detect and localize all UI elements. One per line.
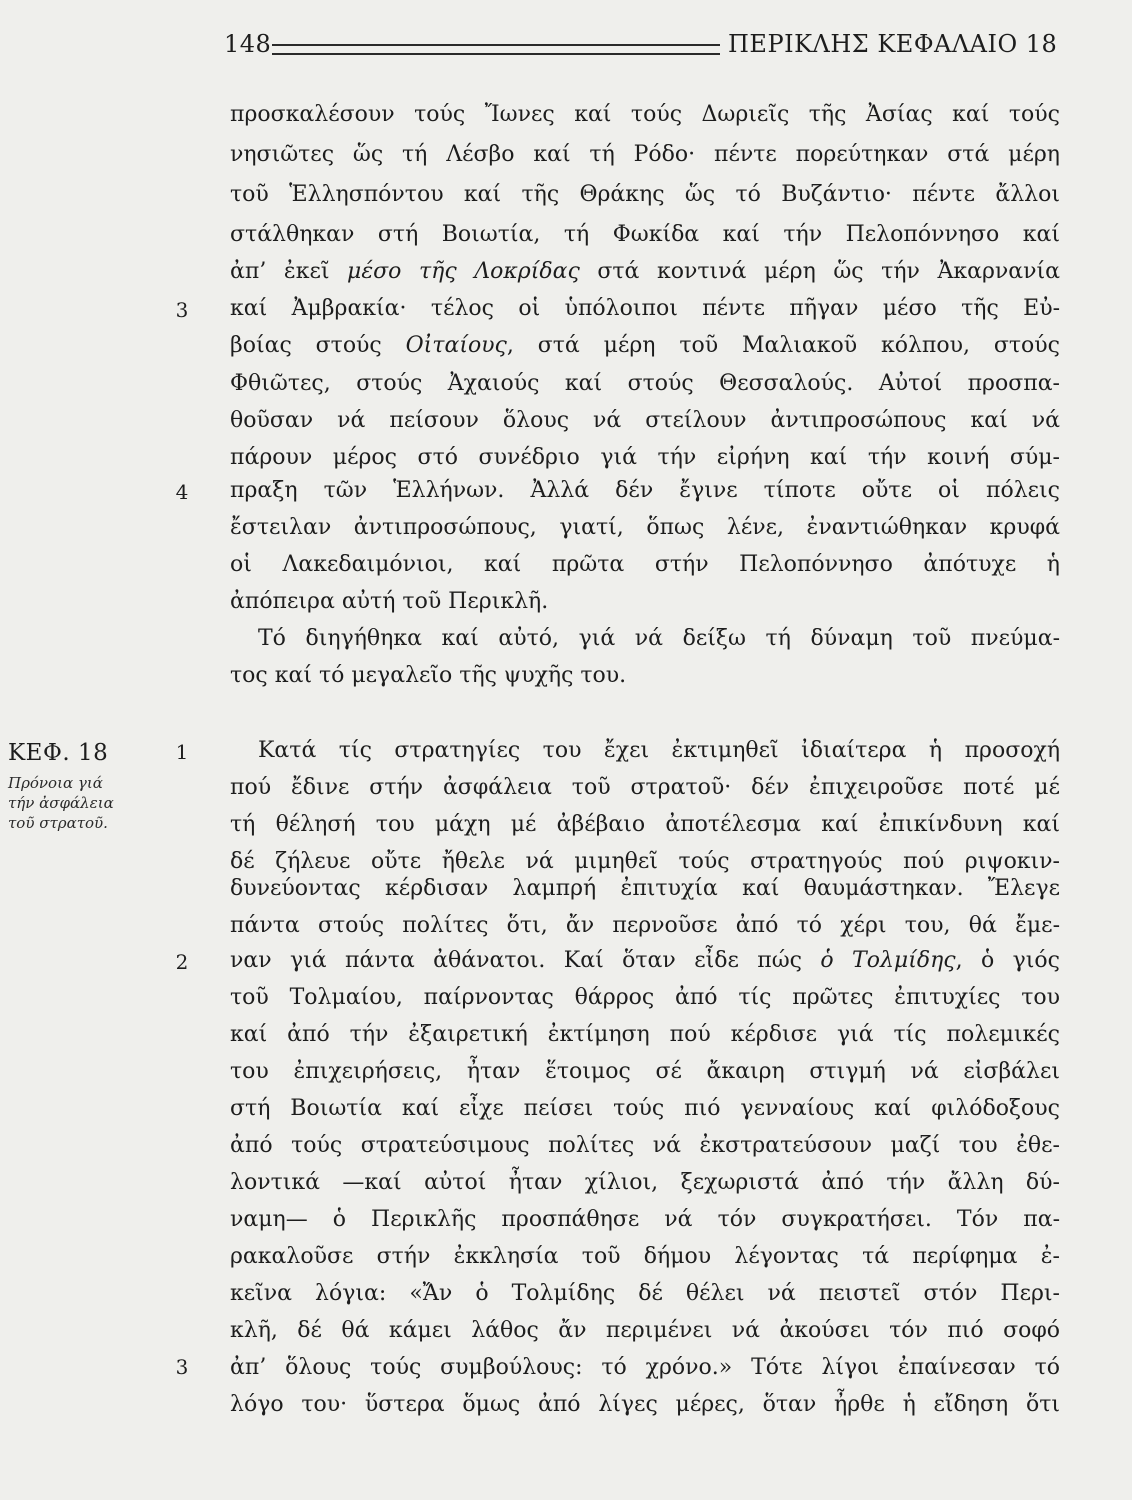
text-line: Φθιῶτες, στούς Ἀχαιούς καί στούς Θεσσαλούς. Αὐτοί προσπα-	[230, 371, 1060, 396]
text-line: ρακαλοῦσε στήν ἐκκλησία τοῦ δήμου λέγοντας τά περίφημα ἐ-	[230, 1244, 1060, 1269]
margin-note-line: Πρόνοια γιά	[8, 774, 103, 792]
italic-phrase: ὁ Τολμίδης	[820, 948, 956, 973]
page-number: 148	[224, 30, 272, 58]
text-segment: ναν γιά πάντα ἀθάνατοι. Καί ὅταν εἶδε πώς	[230, 948, 821, 973]
text-segment: στά κοντινά μέρη ὥς τήν Ἀκαρνανία	[579, 259, 1060, 284]
text-segment: , στά μέρη τοῦ Μαλιακοῦ κόλπου, στούς	[506, 333, 1060, 358]
text-segment: , ὁ γιός	[955, 948, 1060, 973]
text-line: νησιῶτες ὥς τή Λέσβο καί τή Ρόδο· πέντε πορεύτηκαν στά μέρη	[230, 142, 1060, 167]
text-line: Τό διηγήθηκα καί αὐτό, γιά νά δείξω τή δύναμη τοῦ πνεύμα-	[258, 626, 1060, 651]
line-number: 1	[175, 740, 189, 764]
text-line	[230, 946, 1060, 976]
text-line: ἀπόπειρα αὐτή τοῦ Περικλῆ.	[230, 589, 549, 614]
line-number: 3	[175, 1355, 189, 1379]
text-line: προσκαλέσουν τούς Ἴωνες καί τούς Δωριεῖς τῆς Ἀσίας καί τούς	[230, 102, 1060, 127]
text-line: οἱ Λακεδαιμόνιοι, καί πρῶτα στήν Πελοπόννησο ἀπότυχε ἡ	[230, 552, 1060, 577]
text-line: πραξη τῶν Ἑλλήνων. Ἀλλά δέν ἔγινε τίποτε οὔτε οἱ πόλεις	[230, 478, 1060, 503]
text-line: πάντα στούς πολίτες ὅτι, ἄν περνοῦσε ἀπό τό χέρι του, θά ἔμε-	[230, 913, 1060, 938]
margin-note-line: τοῦ στρατοῦ.	[8, 814, 108, 832]
line-number: 2	[175, 950, 189, 974]
text-line: τος καί τό μεγαλεῖο τῆς ψυχῆς του.	[230, 663, 627, 688]
text-line: στάλθηκαν στή Βοιωτία, τή Φωκίδα καί τήν Πελοπόννησο καί	[230, 222, 1060, 247]
text-line	[230, 257, 1060, 287]
text-line: τοῦ Ἑλλησπόντου καί τῆς Θράκης ὥς τό Βυζάντιο· πέντε ἄλλοι	[230, 182, 1060, 207]
text-line: ἀπό τούς στρατεύσιμους πολίτες νά ἐκστρατεύσουν μαζί του ἐθε-	[230, 1133, 1060, 1158]
text-line: λόγο του· ὕστερα ὅμως ἀπό λίγες μέρες, ὅταν ἦρθε ἡ εἴδηση ὅτι	[230, 1392, 1060, 1417]
line-number: 3	[175, 298, 189, 322]
line-number: 4	[175, 480, 189, 504]
text-line: στή Βοιωτία καί εἶχε πείσει τούς πιό γενναίους καί φιλόδοξους	[230, 1096, 1060, 1121]
text-line: πού ἔδινε στήν ἀσφάλεια τοῦ στρατοῦ· δέν ἐπιχειροῦσε ποτέ μέ	[230, 775, 1060, 800]
text-line: καί ἀπό τήν ἐξαιρετική ἐκτίμηση πού κέρδισε γιά τίς πολεμικές	[230, 1022, 1060, 1047]
running-head: ΠΕΡΙΚΛΗΣ ΚΕΦΑΛΑΙΟ 18	[728, 30, 1058, 58]
text-line: τοῦ Τολμαίου, παίρνοντας θάρρος ἀπό τίς πρῶτες ἐπιτυχίες του	[230, 985, 1060, 1010]
text-line: λοντικά —καί αὐτοί ἦταν χίλιοι, ξεχωριστά ἀπό τήν ἄλλη δύ-	[230, 1170, 1060, 1195]
margin-note-line: τήν ἀσφάλεια	[8, 794, 114, 812]
margin-note	[8, 773, 158, 833]
text-line: καί Ἀμβρακία· τέλος οἱ ὑπόλοιποι πέντε πῆγαν μέσο τῆς Εὐ-	[230, 296, 1060, 321]
italic-phrase: Οἰταίους	[405, 333, 507, 358]
text-line: κλῆ, δέ θά κάμει λάθος ἄν περιμένει νά ἀκούσει τόν πιό σοφό	[230, 1318, 1060, 1343]
text-line: του ἐπιχειρήσεις, ἦταν ἕτοιμος σέ ἄκαιρη στιγμή νά εἰσβάλει	[230, 1059, 1060, 1084]
text-segment: βοίας στούς	[230, 333, 406, 358]
text-line: δυνεύοντας κέρδισαν λαμπρή ἐπιτυχία καί θαυμάστηκαν. Ἔλεγε	[230, 876, 1060, 901]
text-line: κεῖνα λόγια: «Ἄν ὁ Τολμίδης δέ θέλει νά πειστεῖ στόν Περι-	[230, 1281, 1060, 1306]
text-line: ἀπ’ ὅλους τούς συμβούλους: τό χρόνο.» Τότε λίγοι ἐπαίνεσαν τό	[230, 1355, 1060, 1380]
text-line: ναμη— ὁ Περικλῆς προσπάθησε νά τόν συγκρατήσει. Τόν πα-	[230, 1207, 1060, 1232]
header-rule	[272, 44, 720, 55]
text-line: δέ ζήλευε οὔτε ἤθελε νά μιμηθεῖ τούς στρατηγούς πού ριψοκιν-	[230, 849, 1060, 874]
italic-phrase: μέσο τῆς Λοκρίδας	[347, 259, 580, 284]
text-segment: ἀπ’ ἐκεῖ	[230, 259, 348, 284]
text-line: ἔστειλαν ἀντιπροσώπους, γιατί, ὅπως λένε, ἐναντιώθηκαν κρυφά	[230, 515, 1060, 540]
text-line: τή θέλησή του μάχη μέ ἀβέβαιο ἀποτέλεσμα καί ἐπικίνδυνη καί	[230, 812, 1060, 837]
text-line	[230, 331, 1060, 361]
text-line: Κατά τίς στρατηγίες του ἔχει ἐκτιμηθεῖ ἰδιαίτερα ἡ προσοχή	[258, 738, 1060, 763]
text-line: θοῦσαν νά πείσουν ὅλους νά στείλουν ἀντιπροσώπους καί νά	[230, 408, 1060, 433]
text-line: πάρουν μέρος στό συνέδριο γιά τήν εἰρήνη καί τήν κοινή σύμ-	[230, 445, 1060, 470]
chapter-label: ΚΕΦ. 18	[8, 740, 109, 766]
